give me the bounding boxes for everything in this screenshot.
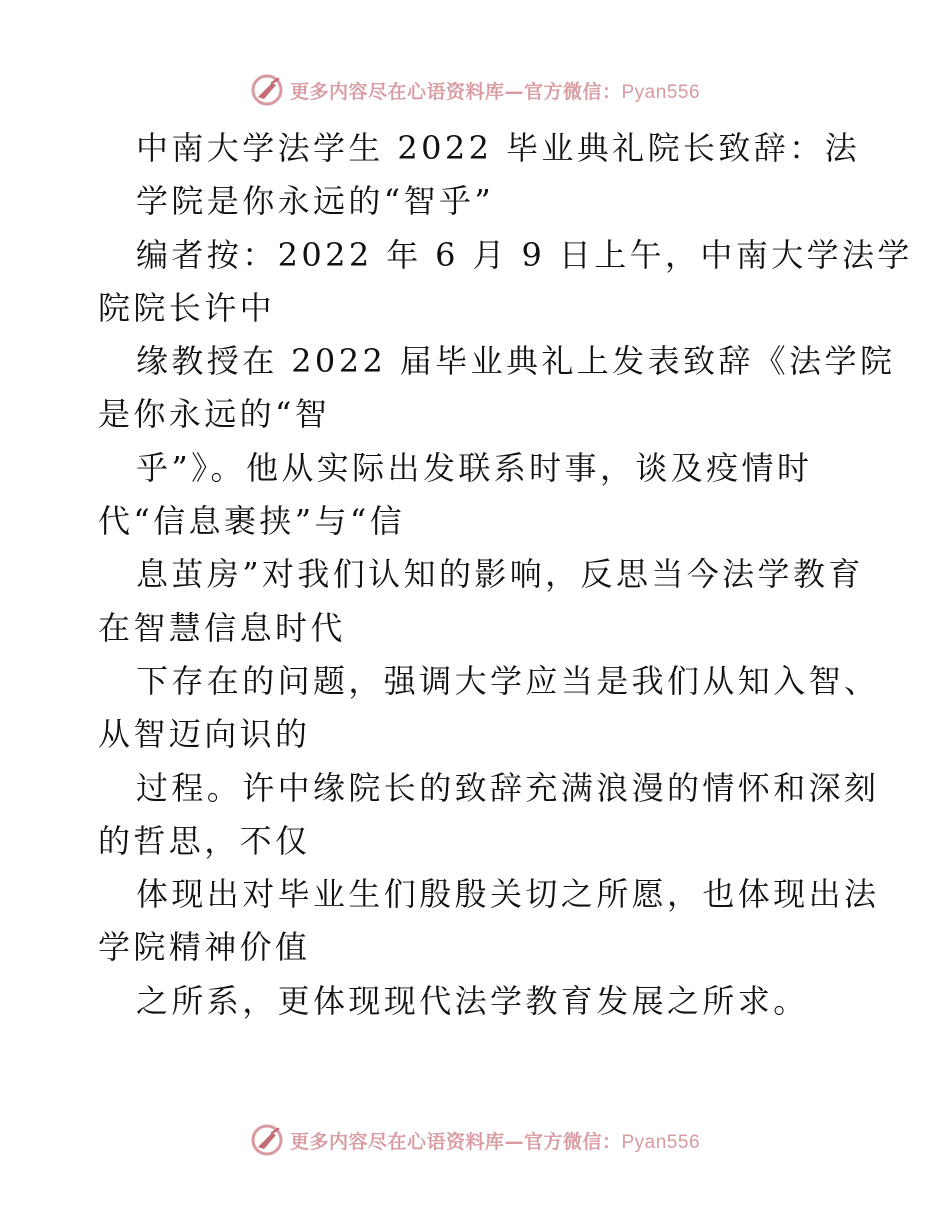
text-line: 过程。许中缘院长的致辞充满浪漫的情怀和深刻	[136, 768, 880, 807]
watermark-official: 官方微信：	[523, 1130, 622, 1153]
text-line: 学院精神价值	[98, 928, 311, 967]
quill-circle-icon	[250, 73, 284, 107]
watermark-brand: 更多内容尽在心语资料库	[289, 1130, 505, 1153]
watermark-official: 官方微信：	[523, 80, 622, 103]
text-line: 是你永远的“智	[98, 395, 331, 434]
text-line: 学院是你永远的“智乎”	[136, 182, 495, 221]
text-line: 缘教授在 2022 届毕业典礼上发表致辞《法学院	[136, 342, 896, 381]
watermark-separator: —	[504, 80, 524, 103]
quill-circle-icon	[250, 1123, 284, 1157]
text-line: 的哲思，不仅	[98, 821, 311, 860]
footer-watermark	[0, 1120, 950, 1160]
watermark-brand: 更多内容尽在心语资料库	[289, 80, 505, 103]
watermark-wechat-id: Pyan556	[621, 1131, 701, 1153]
header-watermark	[0, 70, 950, 110]
text-line: 从智迈向识的	[98, 715, 311, 754]
watermark-wechat-id: Pyan556	[621, 81, 701, 103]
text-line: 之所系，更体现现代法学教育发展之所求。	[136, 981, 809, 1020]
text-line: 在智慧信息时代	[98, 608, 346, 647]
text-line: 院院长许中	[98, 288, 276, 327]
text-line: 息茧房”对我们认知的影响，反思当今法学教育	[136, 555, 864, 594]
watermark-text	[290, 1127, 700, 1154]
text-line: 下存在的问题，强调大学应当是我们从知入智、	[136, 661, 880, 700]
watermark-text	[290, 77, 700, 104]
text-line: 体现出对毕业生们殷殷关切之所愿，也体现出法	[136, 875, 880, 914]
text-line: 乎”》。他从实际出发联系时事，谈及疫情时	[136, 448, 813, 487]
watermark-separator: —	[504, 1130, 524, 1153]
text-line: 中南大学法学生 2022 毕业典礼院长致辞：法	[136, 129, 860, 167]
text-line: 编者按：2022 年 6 月 9 日上午，中南大学法学	[136, 235, 913, 274]
document-body	[98, 122, 913, 1028]
text-line: 代“信息裹挟”与“信	[98, 502, 406, 541]
